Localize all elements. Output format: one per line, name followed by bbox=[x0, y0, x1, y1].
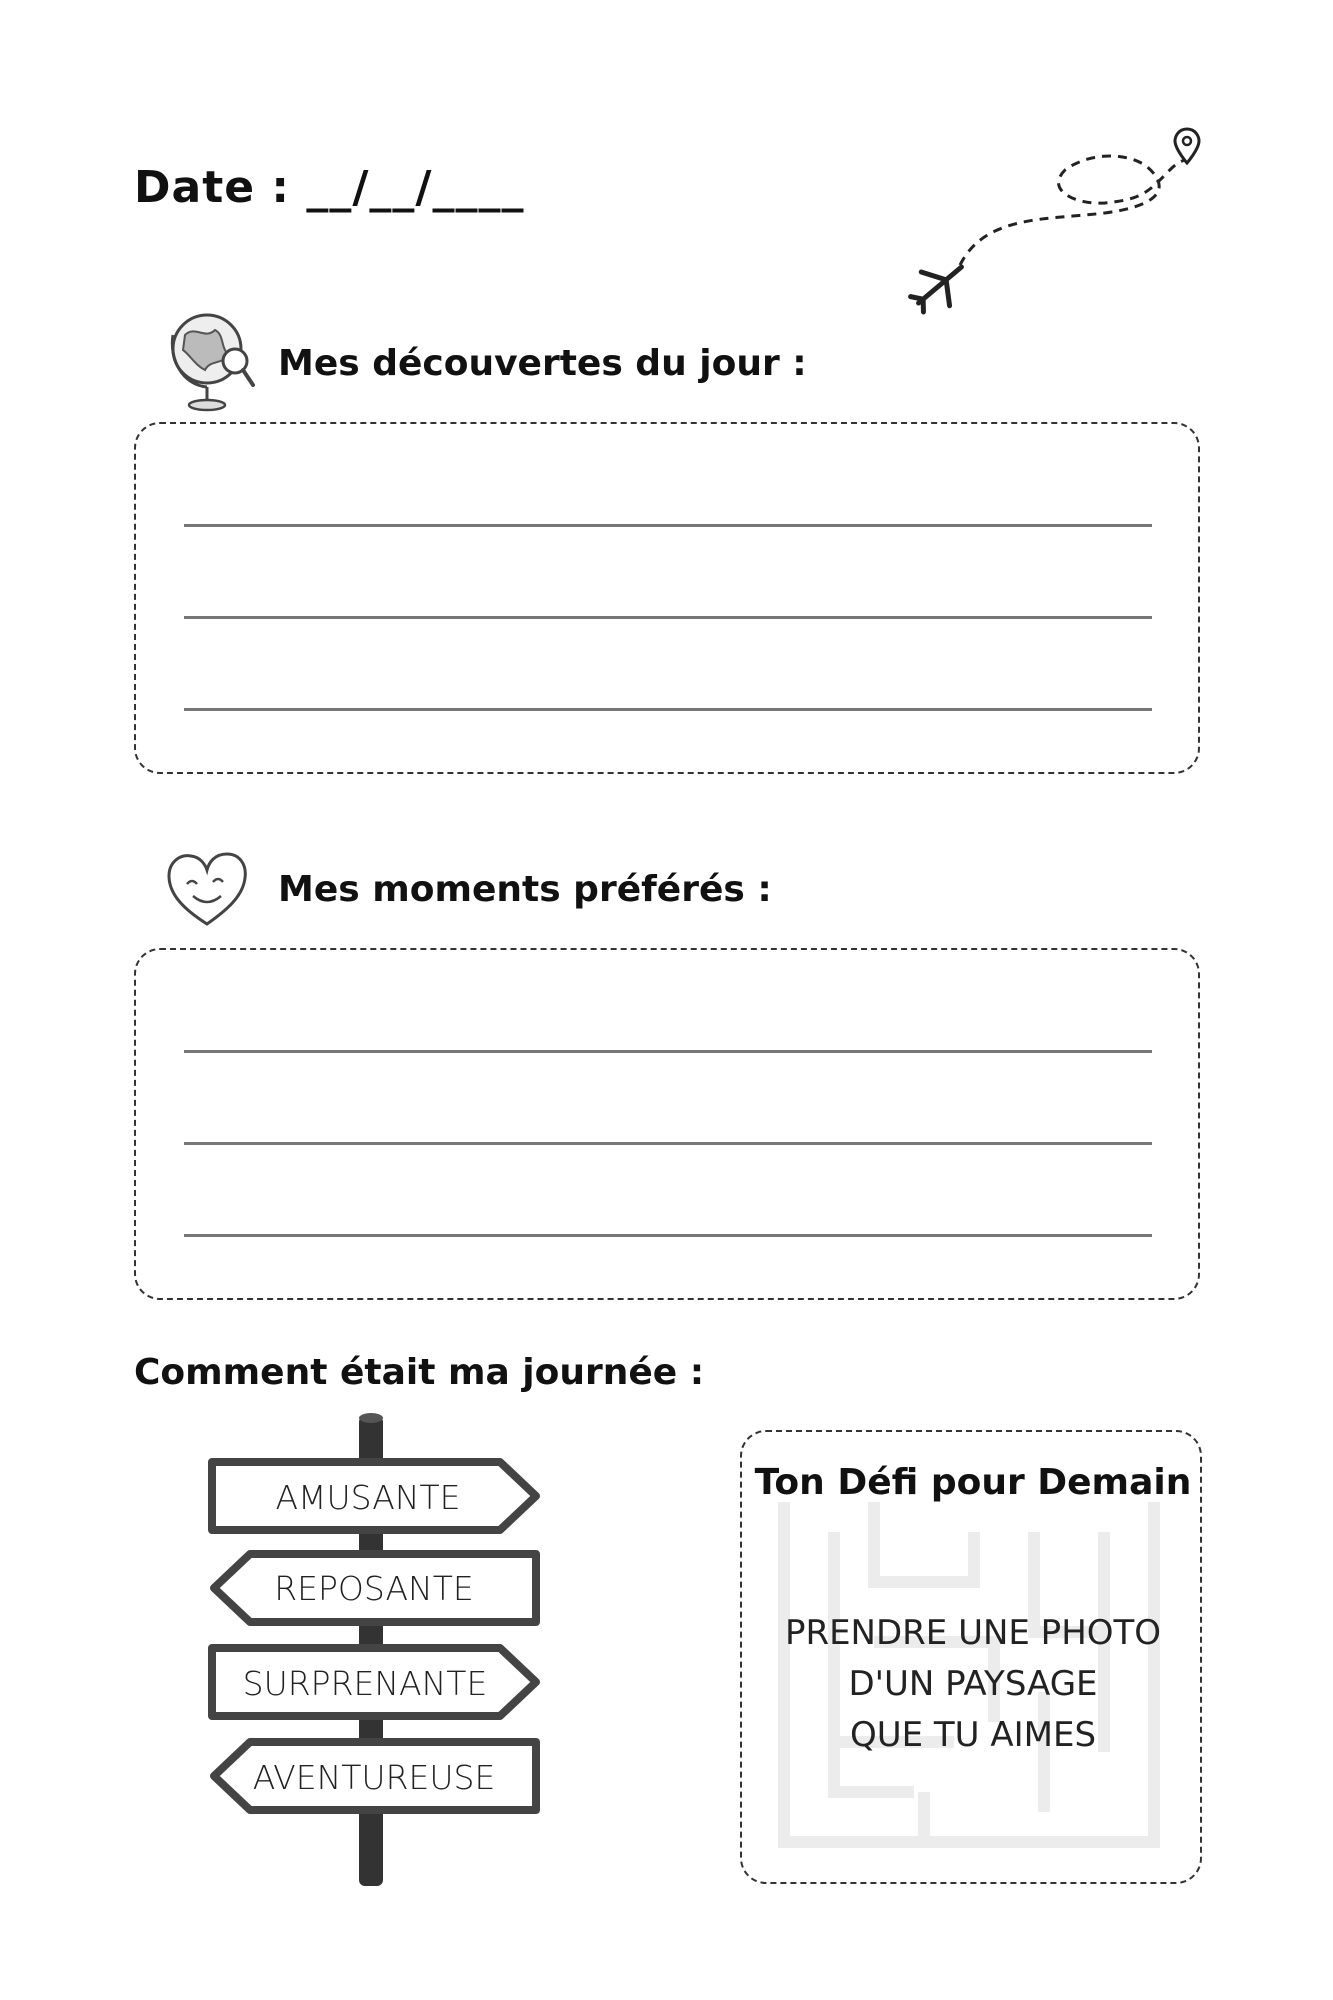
airplane-path-decoration bbox=[905, 125, 1215, 325]
sign-reposante[interactable] bbox=[214, 1554, 536, 1622]
sign-surprenante[interactable] bbox=[212, 1648, 536, 1716]
discoveries-title: Mes découvertes du jour : bbox=[278, 343, 807, 384]
sign-label: AMUSANTE bbox=[275, 1478, 461, 1517]
globe-magnifier-icon bbox=[165, 305, 260, 415]
sign-aventureuse[interactable] bbox=[214, 1742, 536, 1810]
writing-line bbox=[184, 524, 1152, 527]
airplane-icon bbox=[905, 250, 976, 321]
challenge-title: Ton Défi pour Demain bbox=[754, 1462, 1192, 1503]
sign-label: REPOSANTE bbox=[274, 1569, 474, 1608]
challenge-line: QUE TU AIMES bbox=[849, 1715, 1097, 1755]
mood-title: Comment était ma journée : bbox=[134, 1352, 705, 1393]
writing-line bbox=[184, 708, 1152, 711]
challenge-text bbox=[742, 1608, 1204, 1761]
smiling-heart-icon bbox=[165, 850, 250, 930]
moments-box[interactable] bbox=[134, 948, 1200, 1300]
sign-label: AVENTUREUSE bbox=[252, 1758, 496, 1797]
writing-line bbox=[184, 1050, 1152, 1053]
discoveries-box[interactable] bbox=[134, 422, 1200, 774]
date-field[interactable]: Date : __/__/____ bbox=[134, 162, 525, 213]
moments-title: Mes moments préférés : bbox=[278, 869, 772, 910]
challenge-line: PRENDRE UNE PHOTO bbox=[784, 1613, 1162, 1653]
map-pin-icon bbox=[1175, 129, 1199, 163]
writing-line bbox=[184, 1142, 1152, 1145]
sign-amusante[interactable] bbox=[212, 1462, 536, 1530]
challenge-line: D'UN PAYSAGE bbox=[848, 1664, 1098, 1704]
writing-line bbox=[184, 1234, 1152, 1237]
sign-label: SURPRENANTE bbox=[242, 1664, 488, 1703]
signpost bbox=[200, 1412, 550, 1892]
writing-line bbox=[184, 616, 1152, 619]
